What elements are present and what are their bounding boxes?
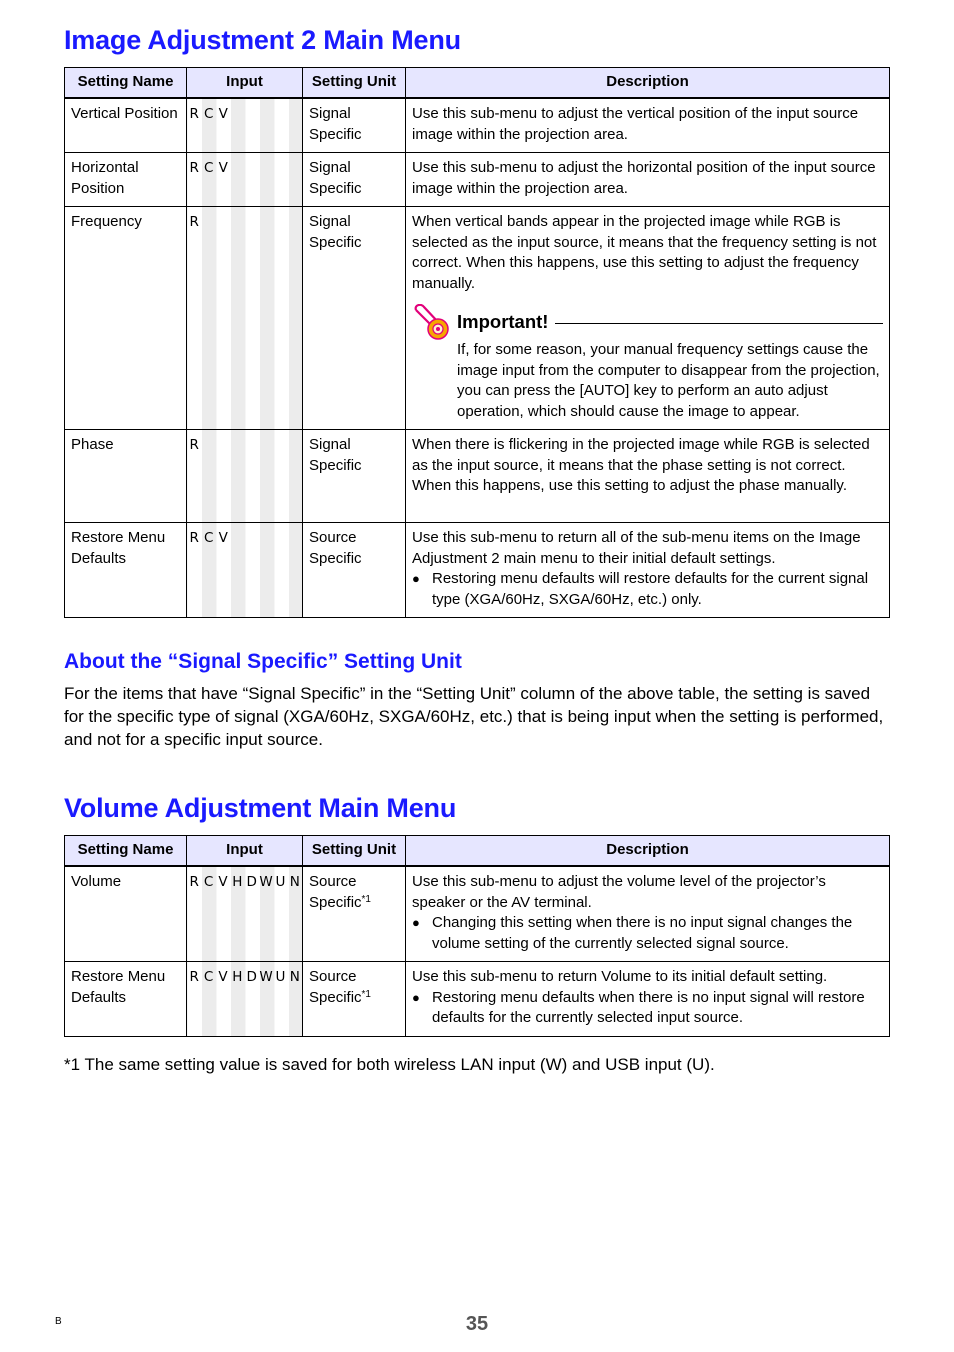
input-letter: V (218, 106, 228, 122)
description: Use this sub-menu to adjust the horizontal position of the input source image within the projection area. (406, 153, 890, 207)
description: Use this sub-menu to adjust the vertical position of the input source image within the projection area. (406, 98, 890, 153)
bullet-item (412, 988, 883, 1029)
image-adjustment-title: Image Adjustment 2 Main Menu (64, 25, 461, 55)
input-letter: V (218, 874, 228, 890)
input-letter: C (203, 969, 214, 985)
input-letter: C (204, 106, 214, 122)
setting-name: Restore Menu Defaults (65, 962, 187, 1037)
setting-name: Horizontal Position (65, 153, 187, 207)
input-cell (187, 523, 303, 618)
header-input: Input (187, 836, 303, 867)
bullet-text: Restoring menu defaults when there is no input signal will restore defaults for the currently selected input source. (432, 988, 865, 1026)
setting-name: Restore Menu Defaults (65, 523, 187, 618)
page-number: 35 (465, 1313, 489, 1335)
input-letter: D (246, 969, 257, 985)
table-row (65, 962, 890, 1037)
input-letter: R (189, 530, 199, 546)
bullet-text: Restoring menu defaults will restore defaults for the current signal type (XGA/60Hz, SXGA/60Hz, etc.) only. (432, 570, 869, 608)
header-setting-name: Setting Name (65, 68, 187, 99)
header-description: Description (406, 836, 890, 867)
footnote: *1 The same setting value is saved for both wireless LAN input (W) and USB input (U). (64, 1055, 715, 1074)
description: Use this sub-menu to return Volume to its initial default setting. (412, 968, 828, 985)
input-letter: R (189, 106, 199, 122)
signal-specific-heading: About the “Signal Specific” Setting Unit (64, 650, 462, 673)
input-letter: R (189, 969, 199, 985)
important-text: If, for some reason, your manual frequency settings cause the image input from the computer to disappear from the projection, you can press the [AUTO] key to perform an auto adjust operation, which should cause the image to appear. (457, 341, 880, 420)
setting-unit: Source Specific (309, 873, 362, 911)
header-setting-unit: Setting Unit (303, 68, 406, 99)
input-letter: U (275, 874, 286, 890)
description-cell (406, 866, 890, 962)
setting-unit: Signal Specific (303, 153, 406, 207)
signal-specific-text: For the items that have “Signal Specific” in the “Setting Unit” column of the above table, the setting is saved for the specific type of signal (XGA/60Hz, SXGA/60Hz, etc.) that is being input when the setting is performed, and not for a specific input source. (64, 684, 884, 749)
input-letter: C (204, 530, 214, 546)
description-cell (406, 523, 890, 618)
important-title: Important! (457, 310, 549, 332)
input-cell (187, 207, 303, 430)
input-letter: H (232, 874, 243, 890)
input-letter: R (189, 437, 199, 453)
input-cell (187, 98, 303, 153)
table-row (65, 98, 890, 153)
bullet-text: Changing this setting when there is no input signal changes the volume setting of the currently selected signal source. (432, 914, 853, 952)
input-letter: C (204, 160, 214, 176)
setting-unit: Signal Specific (303, 207, 406, 430)
description-cell (406, 962, 890, 1037)
table-header-row (65, 68, 890, 99)
setting-unit: Signal Specific (303, 98, 406, 153)
input-letter: V (218, 969, 228, 985)
input-cell (187, 430, 303, 523)
important-pin-icon (412, 304, 456, 340)
setting-unit-cell (303, 866, 406, 962)
description-cell (406, 207, 890, 430)
bullet-dot: ● (412, 915, 420, 930)
important-rule (555, 323, 883, 324)
input-letter: N (289, 969, 300, 985)
input-letter: R (189, 874, 199, 890)
table-row (65, 523, 890, 618)
header-description: Description (406, 68, 890, 99)
table-row (65, 153, 890, 207)
input-letter: V (218, 530, 228, 546)
setting-name: Phase (65, 430, 187, 523)
table-row (65, 430, 890, 523)
input-letter: C (203, 874, 214, 890)
table-row (65, 207, 890, 430)
bullet-item (412, 913, 883, 954)
setting-name: Frequency (65, 207, 187, 430)
footnote-ref: *1 (361, 893, 371, 905)
table-header-row (65, 836, 890, 867)
input-letter: N (289, 874, 300, 890)
volume-adjustment-title: Volume Adjustment Main Menu (64, 793, 457, 823)
input-cell (187, 962, 303, 1037)
header-setting-unit: Setting Unit (303, 836, 406, 867)
volume-adjustment-table (64, 835, 890, 1037)
bullet-dot: ● (412, 571, 420, 586)
input-letter: H (232, 969, 243, 985)
input-cell (187, 153, 303, 207)
important-heading (412, 304, 883, 340)
setting-unit: Source Specific (309, 968, 362, 1006)
description: Use this sub-menu to return all of the sub-menu items on the Image Adjustment 2 main menu to their initial default settings. (412, 529, 861, 567)
input-letter: D (246, 874, 257, 890)
bullet-dot: ● (412, 989, 420, 1005)
input-letter: R (189, 214, 199, 230)
input-letter: V (218, 160, 228, 176)
image-adjustment-table (64, 67, 890, 618)
description: When vertical bands appear in the projected image while RGB is selected as the input source, it means that the frequency setting is not correct. When this happens, use this setting to adjust the frequency manually. (412, 213, 877, 292)
input-cell (187, 866, 303, 962)
setting-unit: Source Specific (303, 523, 406, 618)
edition-mark: B (55, 1316, 62, 1327)
bullet-item (412, 569, 883, 610)
setting-unit: Signal Specific (303, 430, 406, 523)
setting-name: Vertical Position (65, 98, 187, 153)
input-letter: R (189, 160, 199, 176)
input-letter: W (259, 969, 273, 985)
setting-name: Volume (65, 866, 187, 962)
input-letter: W (259, 874, 273, 890)
description: When there is flickering in the projected image while RGB is selected as the input source, it means that the phase setting is not correct. When this happens, use this setting to adjust the phase manually. (406, 430, 890, 523)
header-setting-name: Setting Name (65, 836, 187, 867)
header-input: Input (187, 68, 303, 99)
description: Use this sub-menu to adjust the volume level of the projector’s speaker or the AV terminal. (412, 873, 826, 911)
input-letter: U (275, 969, 286, 985)
table-row (65, 866, 890, 962)
footnote-ref: *1 (361, 988, 371, 1000)
setting-unit-cell (303, 962, 406, 1037)
